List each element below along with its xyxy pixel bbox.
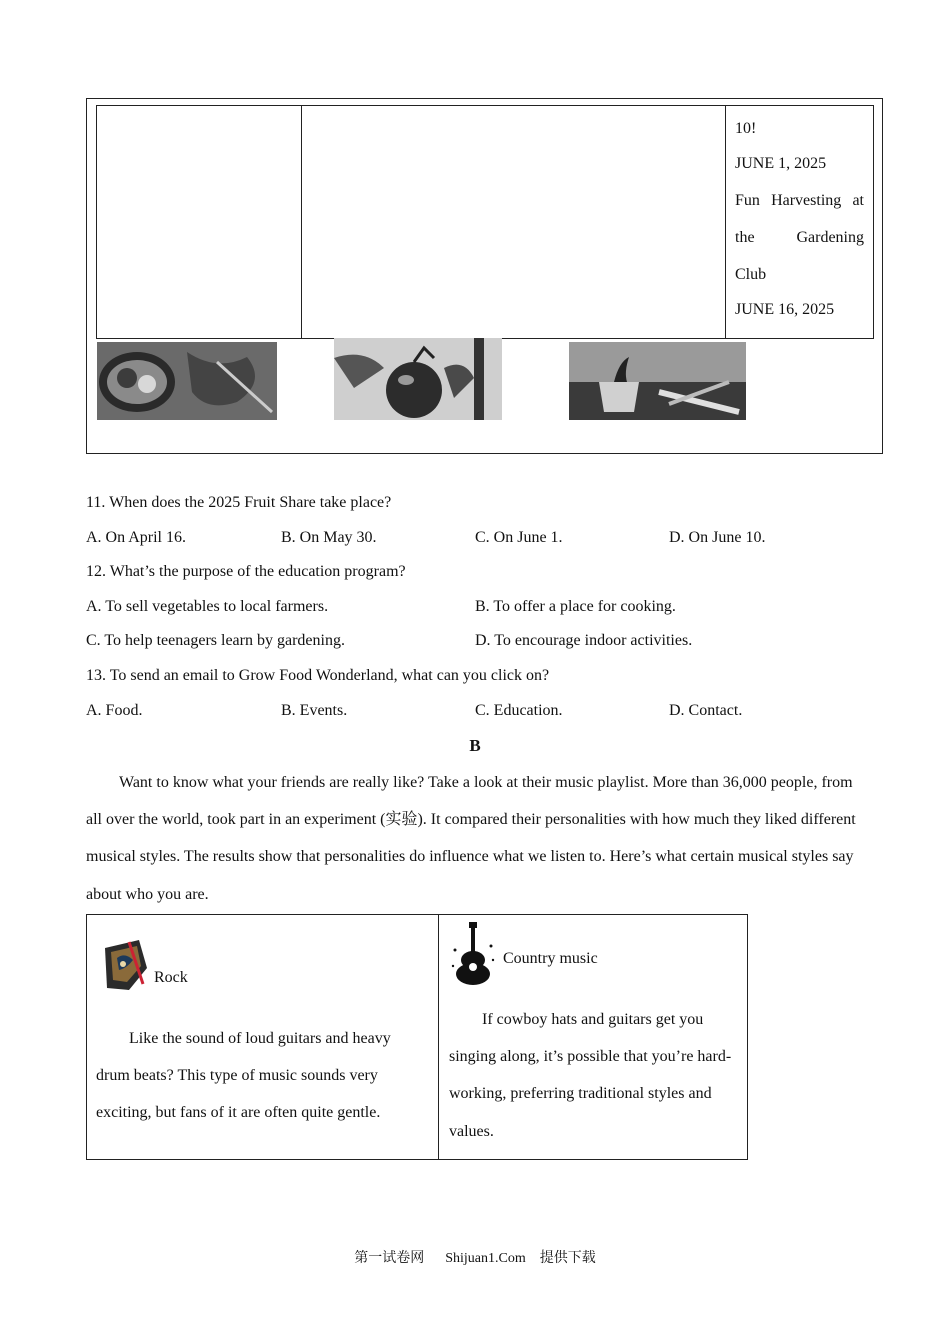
- question-11-option-b: B. On May 30.: [281, 529, 377, 546]
- question-13-option-c: C. Education.: [475, 702, 563, 719]
- rock-description: Like the sound of loud guitars and heavy drum beats? This type of music sounds very exciting, but fans of it are often quite gentle.: [96, 1030, 391, 1122]
- question-12-option-c: C. To help teenagers learn by gardening.: [86, 632, 345, 649]
- question-13-option-a: A. Food.: [86, 702, 143, 719]
- question-12-stem: 12. What’s the purpose of the education program?: [86, 563, 406, 580]
- country-music-description: If cowboy hats and guitars get you singing along, it’s possible that you’re hard-working, preferring traditional styles and values.: [449, 1011, 732, 1140]
- country-music-title: Country music: [503, 950, 598, 967]
- rock-title: Rock: [154, 969, 188, 986]
- question-11-option-c: C. On June 1.: [475, 529, 563, 546]
- question-11-option-d: D. On June 10.: [669, 529, 766, 546]
- question-12-option-a: A. To sell vegetables to local farmers.: [86, 598, 329, 615]
- question-12-option-b: B. To offer a place for cooking.: [475, 598, 676, 615]
- notice-date-2: JUNE 1, 2025: [735, 155, 827, 172]
- notice-event-line-3: Club: [735, 266, 767, 283]
- question-11-option-a: A. On April 16.: [86, 529, 186, 546]
- guitar-icon: [449, 920, 499, 986]
- notice-event-line-1: Fun Harvesting at: [735, 192, 864, 209]
- question-11-stem: 11. When does the 2025 Fruit Share take place?: [86, 494, 392, 511]
- question-13-stem: 13. To send an email to Grow Food Wonderland, what can you click on?: [86, 667, 550, 684]
- basket-photo: [97, 342, 277, 420]
- question-13-option-d: D. Contact.: [669, 702, 743, 719]
- column-divider: [438, 914, 439, 1160]
- reading-passage: Want to know what your friends are really like? Take a look at their music playlist. More than 36,000 people, from all over the world, took part in an experiment (实验). It compared their personalities with how much they liked different musical styles. The results show that personalities do influence what we listen to. Here’s what certain musical styles say about who you are.: [86, 774, 856, 903]
- notice-event-line-2: the Gardening: [735, 229, 864, 246]
- section-heading: B: [469, 736, 481, 755]
- column-divider: [301, 106, 302, 338]
- notice-dates-column: [725, 106, 873, 328]
- question-12-option-d: D. To encourage indoor activities.: [475, 632, 693, 649]
- rock-icon: [99, 938, 151, 996]
- page-footer: 第一试卷网 Shijuan1.Com 提供下载: [354, 1251, 596, 1266]
- question-13-option-b: B. Events.: [281, 702, 348, 719]
- notice-date-1: 10!: [735, 120, 757, 137]
- notice-date-3: JUNE 16, 2025: [735, 301, 835, 318]
- garden-tools-photo: [569, 342, 746, 420]
- tomato-photo: [334, 338, 502, 420]
